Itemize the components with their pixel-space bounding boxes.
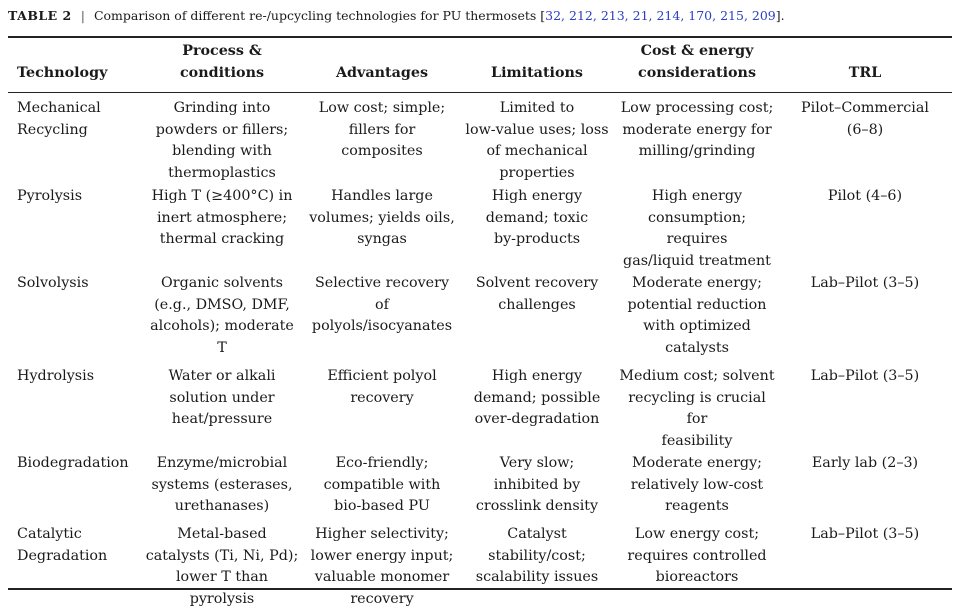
- cell-line: (e.g., DMSO, DMF,: [138, 295, 306, 317]
- cell-line: fillers for composites: [306, 120, 458, 163]
- cell-line: Higher selectivity;: [306, 524, 458, 546]
- header-line: Process &: [138, 41, 306, 63]
- cell-line: Recycling: [17, 120, 138, 142]
- cell-line: Medium cost; solvent: [616, 366, 778, 388]
- cell-cost: [616, 523, 778, 610]
- header-process: [138, 37, 306, 92]
- cell-line: High energy: [616, 186, 778, 208]
- cell-line: Low energy cost;: [616, 524, 778, 546]
- cell-line: Pyrolysis: [17, 186, 138, 208]
- cell-line: Selective recovery of: [306, 273, 458, 316]
- cell-trl: [778, 365, 952, 452]
- cell-process: [138, 185, 306, 272]
- cell-line: urethanases): [138, 496, 306, 518]
- cell-line: Moderate energy;: [616, 453, 778, 475]
- cell-cost: [616, 185, 778, 272]
- cell-advantages: [306, 452, 458, 523]
- cell-line: over-degradation: [458, 409, 616, 431]
- cell-technology: [8, 365, 138, 452]
- comparison-table: [8, 37, 952, 610]
- cell-line: Biodegradation: [17, 453, 138, 475]
- table-row: [8, 185, 952, 272]
- cell-trl: [778, 452, 952, 523]
- header-row: [8, 37, 952, 92]
- cell-line: feasibility: [616, 431, 778, 453]
- cell-line: milling/grinding: [616, 141, 778, 163]
- table-row: [8, 452, 952, 523]
- cell-line: syngas: [306, 229, 458, 251]
- cell-line: High energy: [458, 186, 616, 208]
- cell-line: compatible with: [306, 475, 458, 497]
- cell-line: powders or fillers;: [138, 120, 306, 142]
- table-row: [8, 92, 952, 185]
- cell-limitations: [458, 523, 616, 610]
- cell-trl: [778, 523, 952, 610]
- cell-line: requires controlled: [616, 546, 778, 568]
- cell-cost: [616, 272, 778, 365]
- cell-line: Pilot (4–6): [778, 186, 952, 208]
- cell-line: High T (≥400°C) in: [138, 186, 306, 208]
- cell-technology: [8, 185, 138, 272]
- cell-line: valuable monomer: [306, 567, 458, 589]
- cell-line: crosslink density: [458, 496, 616, 518]
- cell-line: with optimized: [616, 316, 778, 338]
- cell-line: moderate energy for: [616, 120, 778, 142]
- cell-line: thermal cracking: [138, 229, 306, 251]
- cell-line: demand; possible: [458, 388, 616, 410]
- cell-line: Very slow;: [458, 453, 616, 475]
- cell-line: Moderate energy;: [616, 273, 778, 295]
- cell-line: low-value uses; loss: [458, 120, 616, 142]
- cell-advantages: [306, 272, 458, 365]
- cell-line: potential reduction: [616, 295, 778, 317]
- cell-line: heat/pressure: [138, 409, 306, 431]
- cell-line: bio-based PU: [306, 496, 458, 518]
- cell-line: recycling is crucial for: [616, 388, 778, 431]
- cell-process: [138, 272, 306, 365]
- cell-limitations: [458, 452, 616, 523]
- cell-line: recovery: [306, 589, 458, 610]
- cell-line: reagents: [616, 496, 778, 518]
- header-limitations: [458, 37, 616, 92]
- cell-line: Lab–Pilot (3–5): [778, 366, 952, 388]
- cell-process: [138, 92, 306, 185]
- cell-line: Degradation: [17, 546, 138, 568]
- cell-line: polyols/isocyanates: [306, 316, 458, 338]
- cell-cost: [616, 365, 778, 452]
- cell-line: challenges: [458, 295, 616, 317]
- cell-process: [138, 365, 306, 452]
- cell-line: Handles large: [306, 186, 458, 208]
- cell-line: catalysts (Ti, Ni, Pd);: [138, 546, 306, 568]
- cell-line: Solvent recovery: [458, 273, 616, 295]
- cell-process: [138, 452, 306, 523]
- cell-line: Mechanical: [17, 98, 138, 120]
- cell-line: pyrolysis: [138, 589, 306, 610]
- header-line: TRL: [778, 63, 952, 85]
- header-line: considerations: [616, 63, 778, 85]
- cell-trl: [778, 185, 952, 272]
- cell-advantages: [306, 185, 458, 272]
- header-advantages: [306, 37, 458, 92]
- cell-line: Low processing cost;: [616, 98, 778, 120]
- header-line: Technology: [17, 63, 138, 85]
- table-caption: [8, 8, 785, 24]
- cell-line: volumes; yields oils,: [306, 208, 458, 230]
- caption-text: Comparison of different re-/upcycling technologies for PU thermosets [: [94, 8, 545, 23]
- cell-line: scalability issues: [458, 567, 616, 589]
- cell-line: Solvolysis: [17, 273, 138, 295]
- cell-line: inert atmosphere;: [138, 208, 306, 230]
- cell-limitations: [458, 272, 616, 365]
- cell-line: T: [138, 338, 306, 360]
- cell-cost: [616, 92, 778, 185]
- cell-line: by-products: [458, 229, 616, 251]
- cell-advantages: [306, 523, 458, 610]
- cell-trl: [778, 272, 952, 365]
- cell-advantages: [306, 365, 458, 452]
- cell-line: Grinding into: [138, 98, 306, 120]
- table-row: [8, 272, 952, 365]
- cell-cost: [616, 452, 778, 523]
- cell-line: Hydrolysis: [17, 366, 138, 388]
- cell-line: blending with: [138, 141, 306, 163]
- header-line: Cost & energy: [616, 41, 778, 63]
- cell-line: solution under: [138, 388, 306, 410]
- cell-trl: [778, 92, 952, 185]
- table-row: [8, 523, 952, 610]
- caption-references[interactable]: 32, 212, 213, 21, 214, 170, 215, 209: [545, 8, 776, 23]
- cell-line: lower T than: [138, 567, 306, 589]
- cell-line: inhibited by: [458, 475, 616, 497]
- cell-line: Enzyme/microbial: [138, 453, 306, 475]
- cell-technology: [8, 272, 138, 365]
- table-row: [8, 365, 952, 452]
- cell-line: consumption; requires: [616, 208, 778, 251]
- cell-line: Metal-based: [138, 524, 306, 546]
- cell-line: Pilot–Commercial: [778, 98, 952, 120]
- cell-line: Low cost; simple;: [306, 98, 458, 120]
- cell-line: stability/cost;: [458, 546, 616, 568]
- cell-technology: [8, 523, 138, 610]
- header-trl: [778, 37, 952, 92]
- cell-line: Efficient polyol: [306, 366, 458, 388]
- cell-line: Catalytic: [17, 524, 138, 546]
- header-line: Advantages: [306, 63, 458, 85]
- cell-line: Lab–Pilot (3–5): [778, 273, 952, 295]
- cell-technology: [8, 452, 138, 523]
- cell-line: gas/liquid treatment: [616, 251, 778, 273]
- header-line: conditions: [138, 63, 306, 85]
- cell-line: thermoplastics: [138, 163, 306, 185]
- table-label: TABLE 2: [8, 8, 72, 23]
- cell-line: High energy: [458, 366, 616, 388]
- cell-line: Lab–Pilot (3–5): [778, 524, 952, 546]
- cell-line: relatively low-cost: [616, 475, 778, 497]
- cell-technology: [8, 92, 138, 185]
- cell-line: lower energy input;: [306, 546, 458, 568]
- caption-separator: |: [81, 8, 85, 23]
- cell-line: bioreactors: [616, 567, 778, 589]
- cell-limitations: [458, 365, 616, 452]
- cell-line: Organic solvents: [138, 273, 306, 295]
- cell-line: recovery: [306, 388, 458, 410]
- cell-limitations: [458, 92, 616, 185]
- cell-limitations: [458, 185, 616, 272]
- table-body: [8, 92, 952, 610]
- cell-line: of mechanical: [458, 141, 616, 163]
- cell-line: properties: [458, 163, 616, 185]
- cell-line: systems (esterases,: [138, 475, 306, 497]
- cell-process: [138, 523, 306, 610]
- cell-advantages: [306, 92, 458, 185]
- cell-line: demand; toxic: [458, 208, 616, 230]
- header-technology: [8, 37, 138, 92]
- cell-line: (6–8): [778, 120, 952, 142]
- cell-line: Early lab (2–3): [778, 453, 952, 475]
- cell-line: alcohols); moderate: [138, 316, 306, 338]
- header-line: Limitations: [458, 63, 616, 85]
- header-cost: [616, 37, 778, 92]
- caption-close: ].: [776, 8, 785, 23]
- cell-line: Limited to: [458, 98, 616, 120]
- cell-line: Eco-friendly;: [306, 453, 458, 475]
- cell-line: Water or alkali: [138, 366, 306, 388]
- cell-line: catalysts: [616, 338, 778, 360]
- cell-line: Catalyst: [458, 524, 616, 546]
